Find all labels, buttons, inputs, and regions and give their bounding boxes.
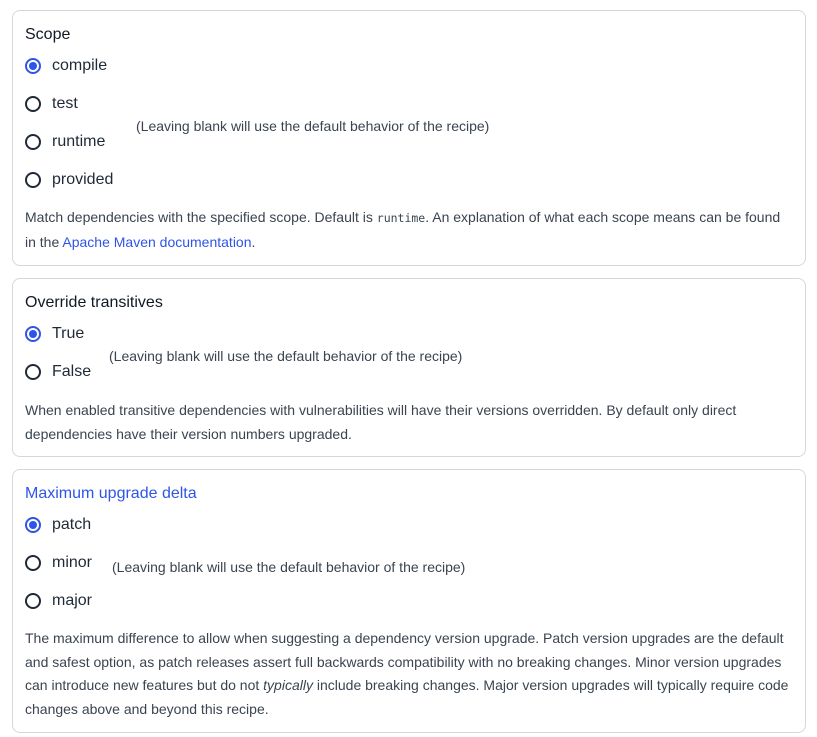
override-option-true[interactable] bbox=[25, 323, 84, 345]
maven-docs-link[interactable]: Apache Maven documentation bbox=[62, 233, 252, 250]
desc-text: . bbox=[251, 233, 256, 250]
radio-unchecked-icon[interactable] bbox=[25, 172, 41, 188]
radio-label: patch bbox=[52, 516, 92, 533]
radio-label: False bbox=[52, 363, 92, 380]
desc-text: include breaking changes. Major version upgrades will typically require code changes above and beyond this recipe. bbox=[25, 677, 789, 717]
desc-text: The maximum difference to allow when suggesting a dependency version upgrade. Patch version upgrades are the default and safest option, as patch releases assert full backwards compatibility with no breaking changes. Minor version upgrades can introduce new features but do not bbox=[25, 630, 784, 693]
delta-option-minor[interactable] bbox=[25, 552, 92, 574]
override-description: When enabled transitive dependencies with vulnerabilities will have their versions overridden. By default only direct dependencies have their version numbers upgraded. bbox=[25, 402, 737, 442]
scope-option-compile[interactable] bbox=[25, 55, 107, 77]
radio-checked-icon[interactable] bbox=[25, 326, 41, 342]
scope-description bbox=[25, 206, 793, 254]
scope-hint: (Leaving blank will use the default behavior of the recipe) bbox=[136, 118, 490, 134]
radio-checked-icon[interactable] bbox=[25, 58, 41, 74]
radio-label: major bbox=[52, 592, 93, 609]
desc-emphasis: typically bbox=[263, 677, 313, 693]
radio-label: test bbox=[52, 95, 78, 112]
delta-hint: (Leaving blank will use the default behavior of the recipe) bbox=[112, 559, 466, 575]
delta-option-major[interactable] bbox=[25, 590, 92, 612]
radio-unchecked-icon[interactable] bbox=[25, 593, 41, 609]
override-hint: (Leaving blank will use the default behavior of the recipe) bbox=[109, 348, 463, 364]
desc-text: Match dependencies with the specified scope. Default is bbox=[25, 209, 377, 225]
scope-title: Scope bbox=[25, 26, 71, 43]
radio-label: minor bbox=[52, 554, 93, 571]
default-scope-code: runtime bbox=[376, 211, 426, 225]
radio-label: compile bbox=[52, 57, 108, 74]
radio-label: provided bbox=[52, 171, 114, 188]
delta-option-patch[interactable] bbox=[25, 514, 91, 536]
max-upgrade-delta-card bbox=[12, 469, 806, 733]
radio-unchecked-icon[interactable] bbox=[25, 364, 41, 380]
radio-unchecked-icon[interactable] bbox=[25, 96, 41, 112]
override-option-false[interactable] bbox=[25, 361, 91, 383]
delta-title: Maximum upgrade delta bbox=[25, 485, 197, 502]
radio-checked-icon[interactable] bbox=[25, 517, 41, 533]
radio-unchecked-icon[interactable] bbox=[25, 555, 41, 571]
desc-text: . An explanation of what each scope means can be found in the bbox=[25, 209, 781, 250]
delta-description bbox=[25, 627, 793, 721]
scope-card bbox=[12, 10, 806, 266]
scope-option-test[interactable] bbox=[25, 93, 78, 115]
scope-option-provided[interactable] bbox=[25, 169, 113, 191]
scope-option-runtime[interactable] bbox=[25, 131, 105, 153]
override-title: Override transitives bbox=[25, 294, 163, 311]
radio-label: True bbox=[52, 325, 85, 342]
radio-label: runtime bbox=[52, 133, 106, 150]
radio-unchecked-icon[interactable] bbox=[25, 134, 41, 150]
override-transitives-card bbox=[12, 278, 806, 457]
